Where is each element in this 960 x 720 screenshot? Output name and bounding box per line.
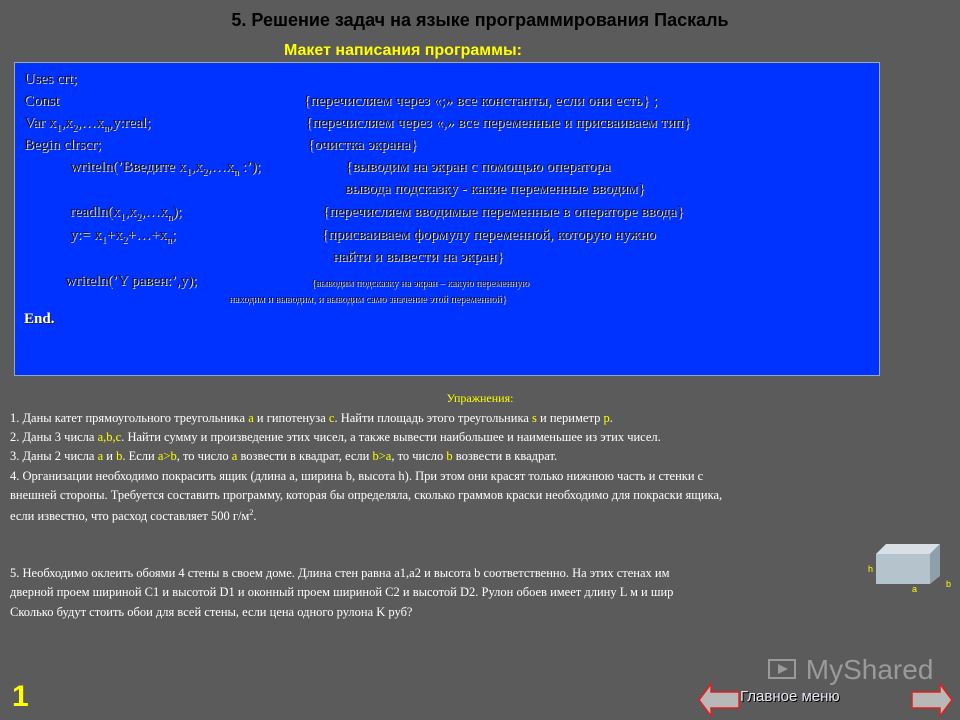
prev-arrow-icon[interactable] (697, 682, 741, 718)
exercises-heading: Упражнения: (446, 391, 514, 405)
slide-number: 1 (12, 680, 29, 713)
code-comment-writeln-1: {выводим на экран с помощью оператора (345, 159, 611, 175)
box-top-face (876, 544, 940, 554)
box-label-a: a (912, 584, 918, 594)
code-line-readln: $readln(x_1,x_2,\dots x_n)$; (70, 204, 182, 223)
exercise-5-line-1: 5. Необходимо оклеить обоями 4 стены в своем доме. Длина стен равна a1,a2 и высота b соответственно. На этих стенах им (10, 566, 670, 580)
exercise-1: 1. Даны катет прямоугольного треугольника a и гипотенуза c. Найти площадь этого треугольника s и периметр p. (10, 411, 613, 425)
exercise-3: 3. Даны 2 числа a и b. Если a>b, то число a возвести в квадрат, если b>a, то число b возвести в квадрат. (10, 449, 558, 463)
exercise-4-line-3: если известно, что расход составляет 500 $г/м^2$. (10, 508, 257, 524)
code-comment-writeln-2: вывода подсказку - какие переменные вводим} (345, 181, 645, 197)
watermark (768, 654, 933, 686)
code-line-assign: y:= $x_1+x_2+\dots+x_n$; (70, 227, 176, 246)
slide-subtitle: Макет написания программы: (284, 42, 522, 59)
watermark-logo-icon (768, 656, 798, 682)
code-line-uses: Uses crt; (24, 71, 77, 87)
box-label-b: b (946, 579, 952, 589)
exercise-4-line-1: 4. Организации необходимо покрасить ящик (длина a, ширина b, высота h). При этом они красят только нижнюю часть и стенки с (10, 469, 704, 483)
code-line-end: End. (24, 311, 55, 327)
code-comment-assign-2: найти и вывести на экран} (333, 249, 504, 265)
exercise-5-line-2: дверной проем шириной C1 и высотой D1 и оконный проем шириной C2 и высотой D2. Рулон обоев имеет длину L м и шир (10, 585, 674, 599)
code-comment-readln: {перечисляем вводимые переменные в операторе ввода} (322, 204, 684, 220)
slide-title: 5. Решение задач на языке программирования Паскаль (231, 10, 729, 30)
box-illustration (868, 544, 952, 594)
code-comment-assign-1: {присваиваем формулу переменной, которую нужно (321, 227, 656, 243)
next-arrow-icon[interactable] (910, 682, 954, 718)
exercise-2: 2. Даны 3 числа a,b,c. Найти сумму и произведение этих чисел, а также вывести наибольшее и наименьшее из этих чисел. (10, 430, 661, 444)
code-comment-result-1: {выводим подсказку на экран – какую переменную (311, 278, 530, 289)
code-template-box (14, 62, 880, 376)
code-line-writeln-result: writeln(’Y равен:’,y); (65, 273, 197, 289)
box-front-face (876, 554, 930, 584)
code-comment-result-2: находим и выводим, и выводим само значение этой переменной} (229, 294, 507, 305)
code-comment-var: {перечисляем через «,» все переменные и присваиваем тип} (305, 115, 691, 131)
box-label-h: h (868, 564, 874, 574)
code-line-writeln-prompt: writeln(’Введите $x_1,x_2,\dots x_n$ :’); (70, 159, 261, 178)
code-comment-clrscr: {очистка экрана} (307, 137, 418, 153)
exercise-4-line-2: внешней стороны. Требуется составить программу, которая бы определяла, сколько граммов краски необходимо для покраски ящика, (10, 488, 723, 502)
watermark-text: MyShared (805, 654, 934, 685)
exercise-5-line-3: Сколько будут стоить обои для всей стены, если цена одного рулона K руб? (10, 605, 413, 619)
code-line-begin: Begin clrscr; (24, 137, 102, 153)
code-line-var: Var $x_1,x_2,\dots x_n,y:real$; (24, 115, 151, 134)
code-comment-const: {перечисляем через «;» все константы, если они есть} ; (303, 93, 658, 109)
code-line-const: Const (24, 93, 60, 109)
main-menu-button[interactable]: Главное меню (740, 688, 840, 705)
